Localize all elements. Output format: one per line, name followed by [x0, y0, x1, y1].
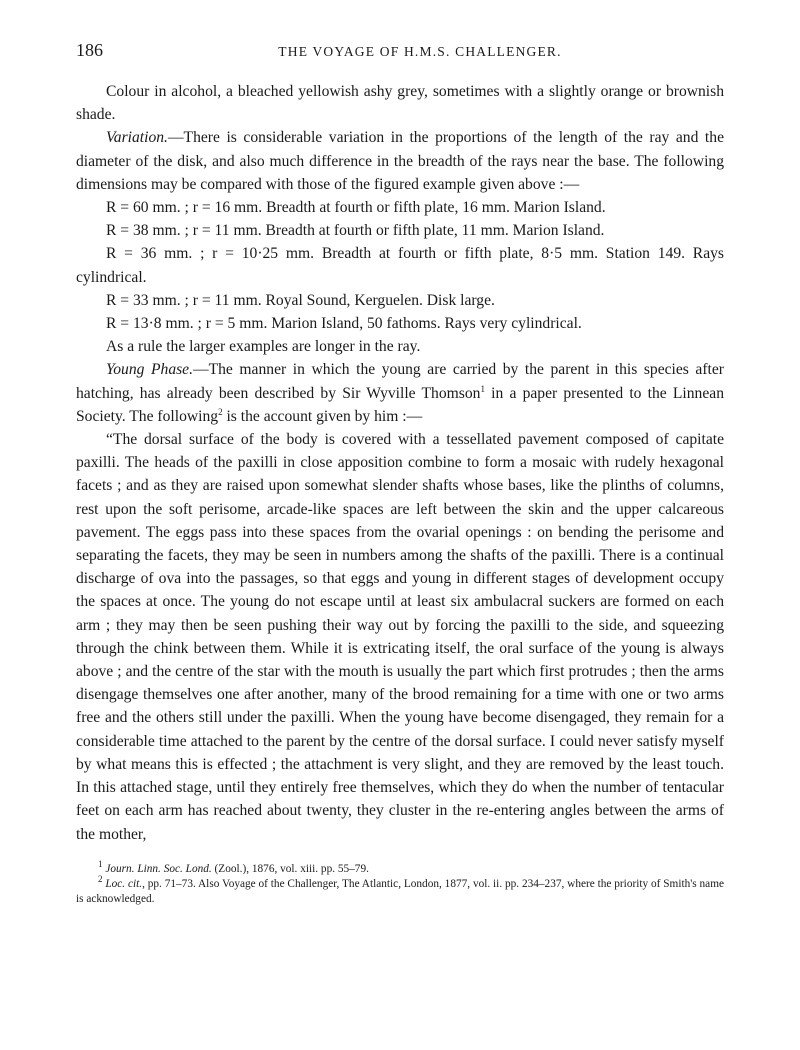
footnote-text: , pp. 71–73. Also Voyage of the Challenger, The Atlantic, London, 1877, vol. ii. pp. 234–237, where the priority of Smith's name is acknowledged.	[76, 877, 724, 905]
dimension-line: R = 13·8 mm. ; r = 5 mm. Marion Island, 50 fathoms. Rays very cylindrical.	[106, 315, 582, 333]
footnote-marker: 2	[98, 873, 103, 884]
paragraph-rule: As a rule the larger examples are longer in the ray.	[106, 338, 421, 356]
page-number: 186	[76, 40, 103, 60]
footnote-citation: Loc. cit.	[105, 877, 143, 890]
page-header	[76, 40, 724, 66]
footnote-citation: Journ. Linn. Soc. Lond.	[105, 862, 212, 875]
document-page	[76, 40, 724, 907]
footnote-2	[76, 873, 724, 907]
dimension-line: R = 33 mm. ; r = 11 mm. Royal Sound, Kerguelen. Disk large.	[106, 291, 495, 309]
young-phase-text-c: is the account given by him :—	[222, 407, 423, 425]
variation-heading: Variation.	[106, 129, 168, 147]
running-title: THE VOYAGE OF H.M.S. CHALLENGER.	[278, 44, 562, 59]
paragraph-colour: Colour in alcohol, a bleached yellowish ashy grey, sometimes with a slightly orange or brownish shade.	[76, 83, 724, 124]
young-phase-text-a: —The manner in which the young are carried by the parent in this species after hatching, has already been described by Sir Wyville Thomson	[76, 361, 724, 402]
footnote-marker: 1	[98, 858, 103, 869]
footnote-ref-2: 2	[218, 406, 223, 417]
footnote-text: (Zool.), 1876, vol. xiii. pp. 55–79.	[211, 862, 369, 875]
dimension-line: R = 60 mm. ; r = 16 mm. Breadth at fourth or fifth plate, 16 mm. Marion Island.	[106, 199, 606, 217]
young-phase-text-b: in a paper presented to the Linnean Society. The following	[76, 384, 724, 425]
paragraph-young-phase	[76, 358, 724, 428]
footnote-ref-1: 1	[480, 383, 485, 394]
variation-text: —There is considerable variation in the proportions of the length of the ray and the diameter of the disk, and also much difference in the breadth of the rays near the base. The following dimensions may be compared with those of the figured example given above :—	[76, 129, 724, 193]
footnote-1	[76, 858, 724, 877]
paragraph-variation	[76, 126, 724, 196]
footnotes	[76, 858, 724, 907]
young-phase-heading: Young Phase.	[106, 361, 194, 379]
dimension-line: R = 38 mm. ; r = 11 mm. Breadth at fourth or fifth plate, 11 mm. Marion Island.	[106, 222, 605, 240]
paragraph-quote: “The dorsal surface of the body is covered with a tessellated pavement composed of capitate paxilli. The heads of the paxilli in close apposition combine to form a mosaic with rudely hexagonal facets ; and as they are raised upon somewhat slender shafts whose bases, like the plinths of columns, rest upon the soft perisome, arcade-like spaces are left between the skin and the upper calcareous pavement. The eggs pass into these spaces from the ovarial openings : on bending the perisome and separating the facets, they may be seen in numbers among the shafts of the paxilli. There is a continual discharge of ova into the passages, so that eggs and young in different stages of development occupy the spaces at once. The young do not escape until at least six ambulacral suckers are formed on each arm ; they may then be seen pushing their way out by forcing the paxilli to the side, and squeezing through the chink between them. While it is extricating itself, the oral surface of the young is always above ; and the centre of the star with the mouth is usually the part which first protrudes ; then the arms disengage themselves one after another, many of the brood remaining for a time with one or two arms free and the others still under the paxilli. When the young have become disengaged, they remain for a considerable time attached to the parent by the centre of the dorsal surface. I could never satisfy myself by what means this is effected ; the attachment is very slight, and they are removed by the least touch. In this attached stage, until they entirely free themselves, which they do when the number of tentacular feet on each arm has reached about twenty, they cluster in the re-entering angles between the arms of the mother,	[76, 431, 724, 843]
dimension-line: R = 36 mm. ; r = 10·25 mm. Breadth at fourth or fifth plate, 8·5 mm. Station 149. Rays cylindrical.	[76, 245, 724, 286]
body-text	[76, 80, 724, 846]
